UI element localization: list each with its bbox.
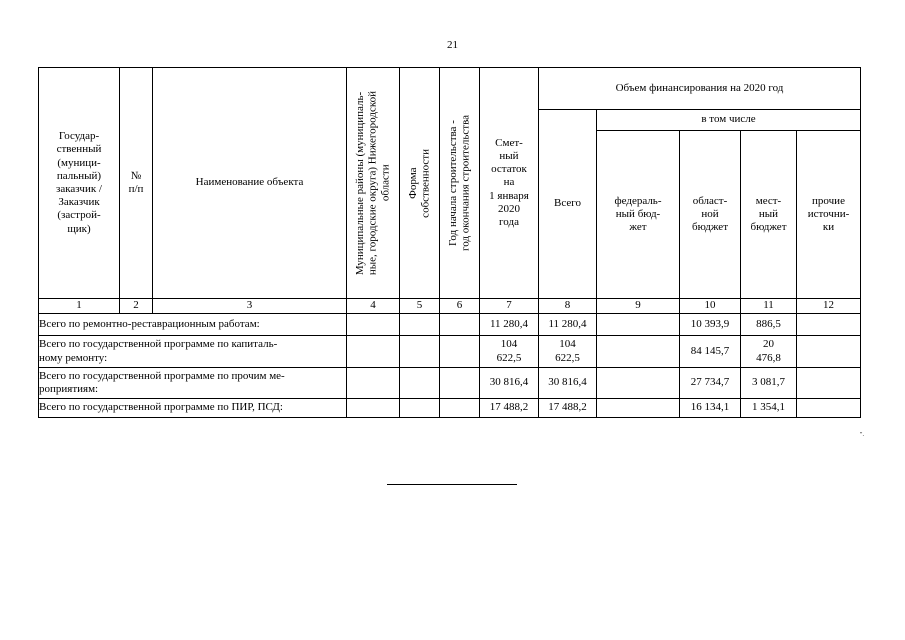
column-number: 1 bbox=[39, 299, 120, 314]
row-label: Всего по государственной программе по прочим ме- роприятиям: bbox=[39, 368, 347, 399]
local-cell: 1 354,1 bbox=[741, 399, 797, 418]
column-number: 6 bbox=[440, 299, 480, 314]
header-object-name: Наименование объекта bbox=[153, 68, 347, 299]
federal-cell bbox=[597, 314, 680, 336]
other-cell bbox=[797, 368, 861, 399]
header-federal: федераль- ный бюд- жет bbox=[597, 131, 680, 299]
column-number: 4 bbox=[347, 299, 400, 314]
total-cell: 17 488,2 bbox=[539, 399, 597, 418]
header-ownership: Форма собственности bbox=[400, 68, 440, 299]
row-label: Всего по ремонтно-реставрационным работам: bbox=[39, 314, 347, 336]
total-cell: 104 622,5 bbox=[539, 336, 597, 368]
column-number: 8 bbox=[539, 299, 597, 314]
estimate-cell: 104 622,5 bbox=[480, 336, 539, 368]
federal-cell bbox=[597, 336, 680, 368]
footnote-mark: ". bbox=[860, 432, 864, 438]
header-years: Год начала строительства - год окончания строительства bbox=[440, 68, 480, 299]
other-cell bbox=[797, 399, 861, 418]
page-number: 21 bbox=[447, 39, 458, 51]
column-number: 7 bbox=[480, 299, 539, 314]
header-other: прочие источни- ки bbox=[797, 131, 861, 299]
header-estimate: Смет- ный остаток на 1 января 2020 года bbox=[480, 68, 539, 299]
header-regional: област- ной бюджет bbox=[680, 131, 741, 299]
table-row bbox=[39, 368, 861, 399]
column-number: 3 bbox=[153, 299, 347, 314]
column-number: 9 bbox=[597, 299, 680, 314]
total-cell: 11 280,4 bbox=[539, 314, 597, 336]
total-cell: 30 816,4 bbox=[539, 368, 597, 399]
regional-cell: 27 734,7 bbox=[680, 368, 741, 399]
header-customer: Государ- ственный (муници- пальный) заказчик / Заказчик (застрой- щик) bbox=[39, 68, 120, 299]
column-number-row bbox=[39, 299, 861, 314]
other-cell bbox=[797, 336, 861, 368]
separator-line bbox=[387, 484, 517, 485]
header-local: мест- ный бюджет bbox=[741, 131, 797, 299]
financing-table bbox=[38, 67, 861, 418]
estimate-cell: 17 488,2 bbox=[480, 399, 539, 418]
column-number: 2 bbox=[120, 299, 153, 314]
table-row bbox=[39, 314, 861, 336]
regional-cell: 10 393,9 bbox=[680, 314, 741, 336]
header-total: Всего bbox=[539, 110, 597, 299]
estimate-cell: 30 816,4 bbox=[480, 368, 539, 399]
header-number: № п/п bbox=[120, 68, 153, 299]
header-municipal: Муниципальные районы (муниципаль- ные, городские округа) Нижегородской области bbox=[347, 68, 400, 299]
column-number: 12 bbox=[797, 299, 861, 314]
local-cell: 886,5 bbox=[741, 314, 797, 336]
regional-cell: 84 145,7 bbox=[680, 336, 741, 368]
federal-cell bbox=[597, 399, 680, 418]
row-label: Всего по государственной программе по капиталь- ному ремонту: bbox=[39, 336, 347, 368]
column-number: 11 bbox=[741, 299, 797, 314]
estimate-cell: 11 280,4 bbox=[480, 314, 539, 336]
row-label: Всего по государственной программе по ПИР, ПСД: bbox=[39, 399, 347, 418]
column-number: 10 bbox=[680, 299, 741, 314]
table-row bbox=[39, 336, 861, 368]
local-cell: 3 081,7 bbox=[741, 368, 797, 399]
regional-cell: 16 134,1 bbox=[680, 399, 741, 418]
local-cell: 20 476,8 bbox=[741, 336, 797, 368]
federal-cell bbox=[597, 368, 680, 399]
header-financing: Объем финансирования на 2020 год bbox=[539, 68, 861, 110]
other-cell bbox=[797, 314, 861, 336]
header-including: в том числе bbox=[597, 110, 861, 131]
column-number: 5 bbox=[400, 299, 440, 314]
table-row bbox=[39, 399, 861, 418]
